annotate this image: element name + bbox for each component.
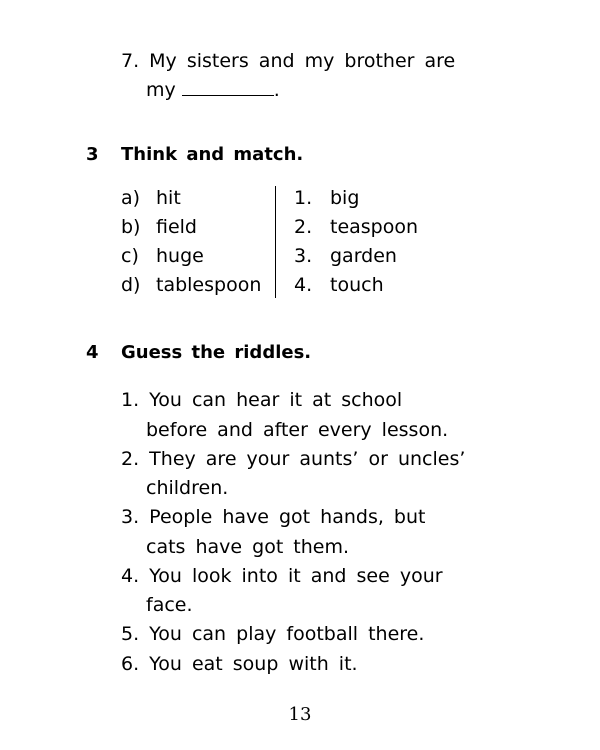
riddle-6-line-1: 6. You eat soup with it. xyxy=(121,653,358,675)
match-left-letter-a: a) xyxy=(121,187,141,209)
match-left-word-b: field xyxy=(156,216,197,238)
match-left-word-c: huge xyxy=(156,245,204,267)
match-left-letter-c: c) xyxy=(121,245,139,267)
match-right-word-3: garden xyxy=(330,245,397,267)
match-right-number-3: 3. xyxy=(294,245,313,267)
riddle-1-line-1: 1. You can hear it at school xyxy=(121,389,403,411)
riddle-3-line-1: 3. People have got hands, but xyxy=(121,506,426,528)
riddle-2-line-1: 2. They are your aunts’ or uncles’ xyxy=(121,448,466,470)
riddle-4-line-2: face. xyxy=(146,594,193,616)
match-left-word-d: tablespoon xyxy=(156,274,262,296)
match-right-number-1: 1. xyxy=(294,187,313,209)
match-left-letter-d: d) xyxy=(121,274,141,296)
section-4-title: Guess the riddles. xyxy=(121,342,312,363)
riddle-2-line-2: children. xyxy=(146,477,229,499)
page-number: 13 xyxy=(288,704,312,725)
answer-blank[interactable] xyxy=(182,81,274,96)
section-4-number: 4 xyxy=(86,342,99,363)
riddle-1-line-2: before and after every lesson. xyxy=(146,419,449,441)
match-right-word-1: big xyxy=(330,187,360,209)
riddle-3-line-2: cats have got them. xyxy=(146,536,350,558)
item-7-line-2 xyxy=(146,78,280,102)
match-right-number-4: 4. xyxy=(294,274,313,296)
riddle-4-line-1: 4. You look into it and see your xyxy=(121,565,443,587)
section-3-number: 3 xyxy=(86,144,99,165)
match-right-word-4: touch xyxy=(330,274,384,296)
item-7-line-1: 7. My sisters and my brother are xyxy=(121,50,456,72)
match-right-word-2: teaspoon xyxy=(330,216,419,238)
item-7-suffix: . xyxy=(273,79,280,101)
riddle-5-line-1: 5. You can play football there. xyxy=(121,623,425,645)
item-7-prefix: my xyxy=(146,79,176,101)
match-divider xyxy=(275,186,276,298)
match-left-word-a: hit xyxy=(156,187,181,209)
match-left-letter-b: b) xyxy=(121,216,141,238)
section-3-title: Think and match. xyxy=(121,144,304,165)
match-right-number-2: 2. xyxy=(294,216,313,238)
